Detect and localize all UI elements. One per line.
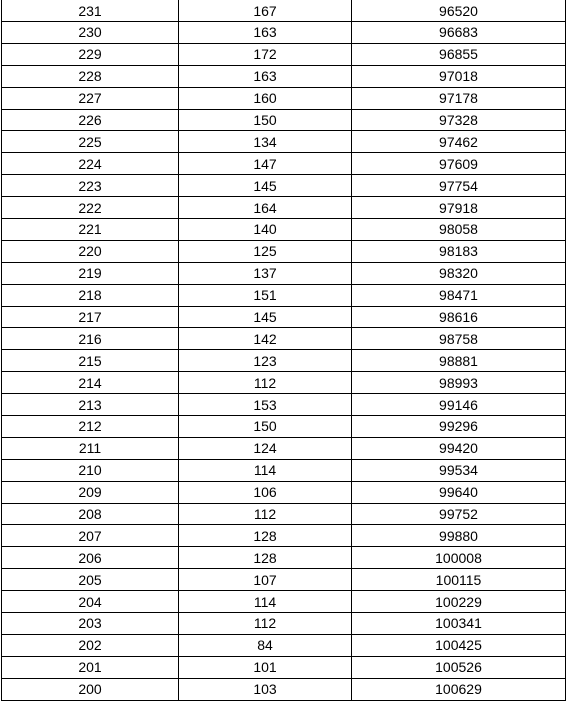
count-cell: 123 — [179, 350, 352, 372]
table-row — [2, 634, 566, 656]
cumulative-cell: 99146 — [352, 394, 566, 416]
count-cell: 112 — [179, 613, 352, 635]
cumulative-cell: 99420 — [352, 437, 566, 459]
cumulative-cell: 97178 — [352, 87, 566, 109]
cumulative-cell: 96683 — [352, 22, 566, 44]
table-row — [2, 591, 566, 613]
table-body — [2, 0, 566, 700]
count-cell: 163 — [179, 65, 352, 87]
table-row — [2, 394, 566, 416]
count-cell: 150 — [179, 109, 352, 131]
score-cell: 230 — [2, 22, 179, 44]
table-row — [2, 547, 566, 569]
cumulative-cell: 100229 — [352, 591, 566, 613]
score-cell: 210 — [2, 459, 179, 481]
count-cell: 167 — [179, 0, 352, 22]
count-cell: 137 — [179, 262, 352, 284]
cumulative-cell: 98058 — [352, 219, 566, 241]
score-cell: 211 — [2, 437, 179, 459]
count-cell: 145 — [179, 306, 352, 328]
count-cell: 151 — [179, 284, 352, 306]
score-cell: 226 — [2, 109, 179, 131]
cumulative-cell: 99534 — [352, 459, 566, 481]
count-cell: 114 — [179, 459, 352, 481]
count-cell: 153 — [179, 394, 352, 416]
count-cell: 164 — [179, 197, 352, 219]
count-cell: 84 — [179, 634, 352, 656]
count-cell: 140 — [179, 219, 352, 241]
table-row — [2, 656, 566, 678]
table-row — [2, 350, 566, 372]
count-cell: 125 — [179, 240, 352, 262]
count-cell: 112 — [179, 372, 352, 394]
table-row — [2, 240, 566, 262]
count-cell: 134 — [179, 131, 352, 153]
score-cell: 229 — [2, 43, 179, 65]
table-row — [2, 459, 566, 481]
count-cell: 112 — [179, 503, 352, 525]
table-row — [2, 284, 566, 306]
count-cell: 163 — [179, 22, 352, 44]
cumulative-cell: 97609 — [352, 153, 566, 175]
cumulative-cell: 100008 — [352, 547, 566, 569]
table-row — [2, 437, 566, 459]
cumulative-cell: 97462 — [352, 131, 566, 153]
cumulative-cell: 98993 — [352, 372, 566, 394]
data-table — [1, 0, 566, 701]
cumulative-cell: 97018 — [352, 65, 566, 87]
cumulative-cell: 96520 — [352, 0, 566, 22]
cumulative-cell: 98320 — [352, 262, 566, 284]
cumulative-cell: 99752 — [352, 503, 566, 525]
cumulative-cell: 100425 — [352, 634, 566, 656]
count-cell: 107 — [179, 569, 352, 591]
cumulative-cell: 96855 — [352, 43, 566, 65]
cumulative-cell: 97328 — [352, 109, 566, 131]
table-row — [2, 43, 566, 65]
table-row — [2, 109, 566, 131]
table-row — [2, 416, 566, 438]
score-cell: 205 — [2, 569, 179, 591]
cumulative-cell: 99296 — [352, 416, 566, 438]
data-table-container — [1, 0, 565, 701]
cumulative-cell: 100115 — [352, 569, 566, 591]
score-cell: 231 — [2, 0, 179, 22]
table-row — [2, 525, 566, 547]
score-cell: 217 — [2, 306, 179, 328]
cumulative-cell: 100526 — [352, 656, 566, 678]
count-cell: 142 — [179, 328, 352, 350]
count-cell: 145 — [179, 175, 352, 197]
score-cell: 202 — [2, 634, 179, 656]
score-cell: 215 — [2, 350, 179, 372]
cumulative-cell: 97754 — [352, 175, 566, 197]
score-cell: 227 — [2, 87, 179, 109]
score-cell: 209 — [2, 481, 179, 503]
score-cell: 203 — [2, 613, 179, 635]
score-cell: 204 — [2, 591, 179, 613]
cumulative-cell: 98471 — [352, 284, 566, 306]
score-cell: 228 — [2, 65, 179, 87]
cumulative-cell: 99880 — [352, 525, 566, 547]
score-cell: 214 — [2, 372, 179, 394]
table-row — [2, 22, 566, 44]
table-row — [2, 65, 566, 87]
score-cell: 219 — [2, 262, 179, 284]
table-row — [2, 131, 566, 153]
score-cell: 206 — [2, 547, 179, 569]
cumulative-cell: 99640 — [352, 481, 566, 503]
score-cell: 207 — [2, 525, 179, 547]
table-row — [2, 372, 566, 394]
cumulative-cell: 97918 — [352, 197, 566, 219]
cumulative-cell: 100341 — [352, 613, 566, 635]
count-cell: 147 — [179, 153, 352, 175]
table-row — [2, 503, 566, 525]
table-row — [2, 153, 566, 175]
table-row — [2, 306, 566, 328]
count-cell: 124 — [179, 437, 352, 459]
table-row — [2, 87, 566, 109]
cumulative-cell: 98881 — [352, 350, 566, 372]
table-row — [2, 613, 566, 635]
table-row — [2, 569, 566, 591]
count-cell: 128 — [179, 547, 352, 569]
cumulative-cell: 100629 — [352, 678, 566, 700]
score-cell: 224 — [2, 153, 179, 175]
table-row — [2, 262, 566, 284]
cumulative-cell: 98616 — [352, 306, 566, 328]
score-cell: 220 — [2, 240, 179, 262]
count-cell: 103 — [179, 678, 352, 700]
cumulative-cell: 98183 — [352, 240, 566, 262]
score-cell: 200 — [2, 678, 179, 700]
score-cell: 225 — [2, 131, 179, 153]
score-cell: 222 — [2, 197, 179, 219]
count-cell: 150 — [179, 416, 352, 438]
count-cell: 101 — [179, 656, 352, 678]
table-row — [2, 328, 566, 350]
table-row — [2, 678, 566, 700]
count-cell: 160 — [179, 87, 352, 109]
score-cell: 208 — [2, 503, 179, 525]
count-cell: 106 — [179, 481, 352, 503]
table-row — [2, 175, 566, 197]
score-cell: 213 — [2, 394, 179, 416]
table-row — [2, 197, 566, 219]
score-cell: 216 — [2, 328, 179, 350]
table-row — [2, 481, 566, 503]
score-cell: 223 — [2, 175, 179, 197]
table-row — [2, 219, 566, 241]
score-cell: 212 — [2, 416, 179, 438]
table-row — [2, 0, 566, 22]
count-cell: 172 — [179, 43, 352, 65]
score-cell: 201 — [2, 656, 179, 678]
score-cell: 218 — [2, 284, 179, 306]
count-cell: 128 — [179, 525, 352, 547]
count-cell: 114 — [179, 591, 352, 613]
score-cell: 221 — [2, 219, 179, 241]
cumulative-cell: 98758 — [352, 328, 566, 350]
